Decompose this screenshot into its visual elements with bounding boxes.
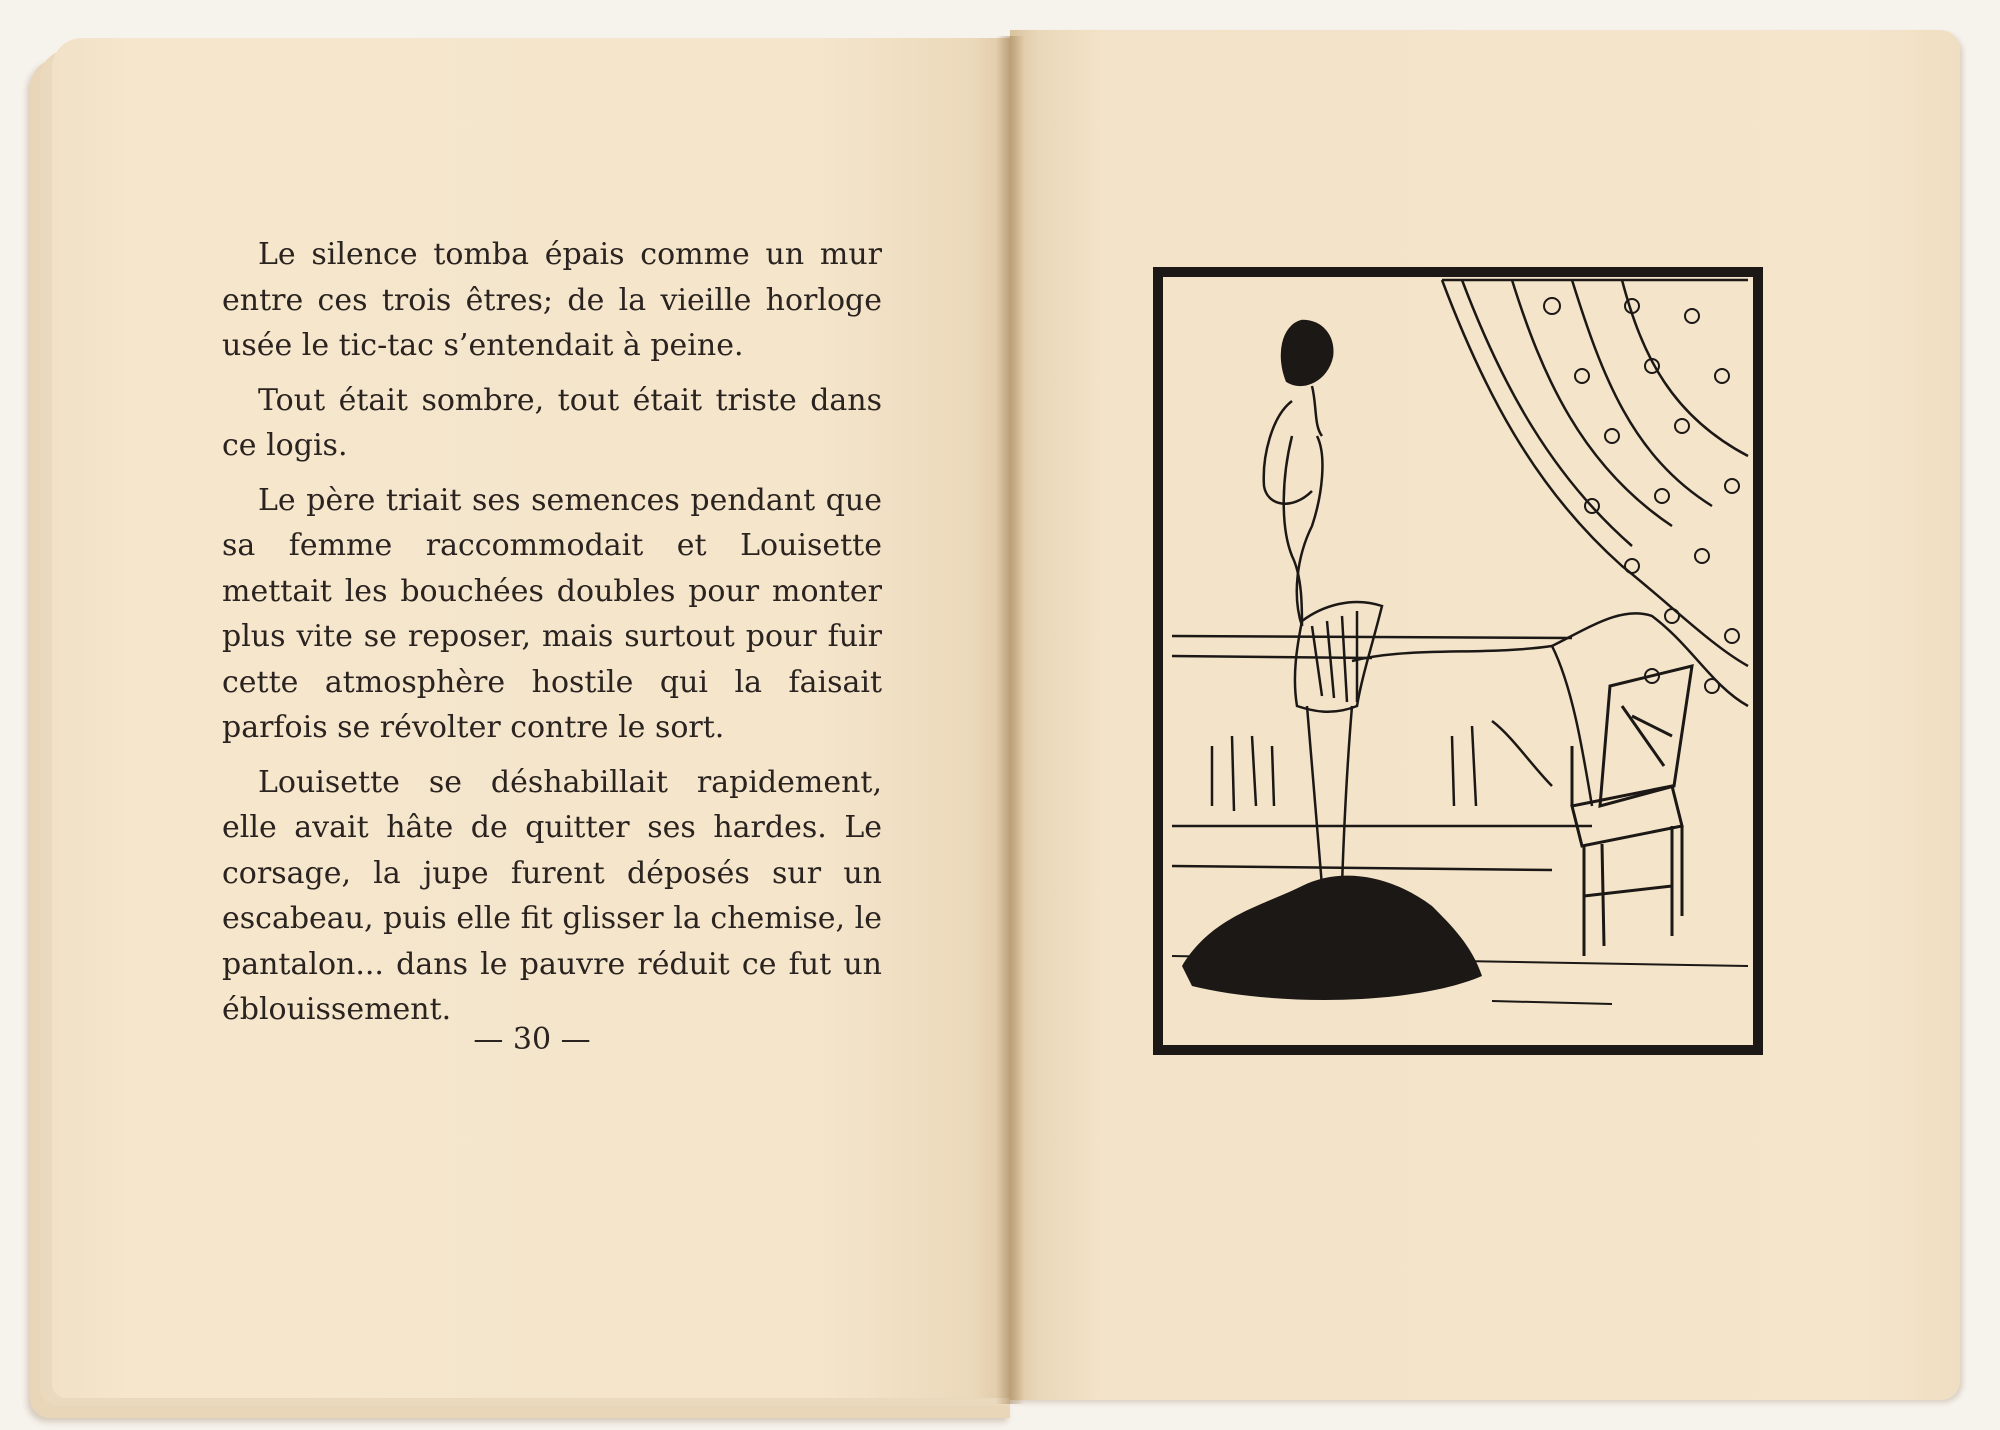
book-gutter <box>996 36 1024 1404</box>
clothes-pile <box>1182 876 1482 1000</box>
mirror <box>1600 666 1692 806</box>
paragraph-3: Le père triait ses semences pendant que sa femme raccommodait et Louisette mettait les bouchées doubles pour monter plus vite se reposer, mais surtout pour fuir cette atmosphère hostile qui la faisait parfois se révolter contre le sort. <box>222 482 882 745</box>
curtain <box>1442 280 1748 693</box>
paragraph-1: Le silence tomba épais comme un mur entre ces trois êtres; de la vieille horloge usée le tic-tac s’entendait à peine. <box>222 237 882 363</box>
page-number: — 30 — <box>473 1022 591 1057</box>
paragraph-4: Louisette se déshabillait rapidement, elle avait hâte de quitter ses hardes. Le corsage, la jupe furent déposés sur un escabeau, puis elle fit glisser la chemise, le pantalon... dans le pauvre réduit ce fut un éblouissement. <box>222 764 882 1027</box>
paragraph-2: Tout était sombre, tout était triste dans ce logis. <box>222 382 882 463</box>
left-page-text <box>222 232 882 1042</box>
woman-undressing-illustration <box>1152 266 1764 1056</box>
chair <box>1572 746 1682 956</box>
